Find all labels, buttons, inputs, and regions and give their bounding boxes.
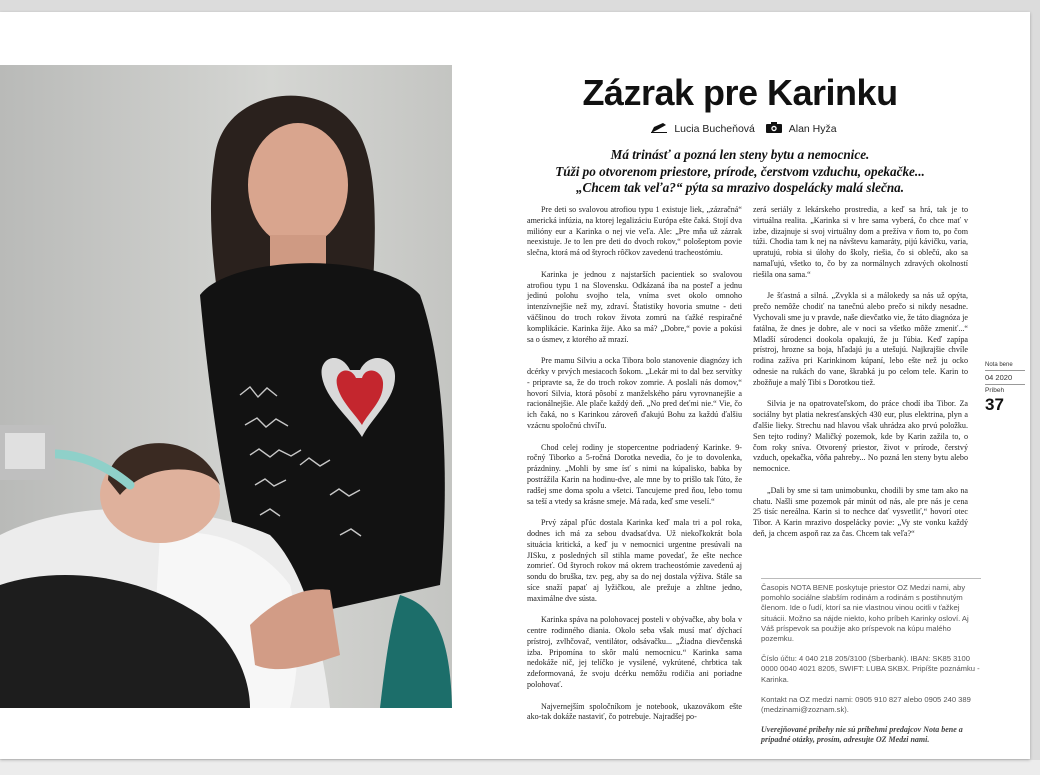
paragraph: Je šťastná a silná. „Zvykla si a málokedy sa nás už opýta, prečo nemôže chodiť na tanečnú alebo prečo si nikdy nesadne. Vychovali sme ju v pravde, naše dievčatko vie, že táto diagnóza je fatálna, že dnes je dobre, ale v noci sa všetko môže zmeniť...“ Mladší súrodenci dookola opakujú, že ju ľúbia. Keď zapípa prístroj, hrozne sa boja, hľadajú ju a utešujú. Najkrajšie chvíle rodina zažíva pri Karinkinom kúpaní, lebo ešte než ju ocko odnesie na rukách do vane, škrabká ju po celom tele. Karin to zbožňuje a malý Tibi s Dorotkou tiež. (753, 291, 968, 387)
paragraph: Silvia je na opatrovateľskom, do práce chodí iba Tibor. Za sociálny byt platia nekresťanských 430 eur, plus elektrina, plyn a ďalšie lieky. Strechu nad hlavou však uhrádza ako prvú položku. Sen tejto rodiny? Maličký pozemok, kde by Karin zažila to, o čom roky sníva. Otvorený priestor, život v prírode, čerstvý vzduch, opekačka, vôňa pahreby... No pozná len steny bytu alebo nemocnice. (753, 399, 968, 474)
article-title: Zázrak pre Karinku (582, 72, 898, 113)
camera-icon (766, 122, 782, 136)
lead-line: Túži po otvorenom priestore, prírode, čerstvom vzduchu, opekačke... (555, 163, 925, 179)
lead-line: Má trinásť a pozná len steny bytu a nemocnice. (610, 147, 870, 162)
issue-date: 04 2020 (985, 370, 1025, 385)
magazine-name: Nota bene (985, 362, 1013, 368)
magazine-page (0, 12, 1030, 759)
paragraph: Prvý zápal pľúc dostala Karinka keď mala tri a pol roka, dodnes ich má za sebou dvadsaťdva. Už niekoľkokrát bola situácia kritická, a keď ju v nemocnici urgentne presúvali na JISku, z posledných síl stihla mame povedať, že ešte nechce zomrieť. Od štyroch rokov má okrem tracheostómie zavedenú aj sondu do bruška, tzv. peg, aby sa do nej dostala výživa. Stále sa síce snaží papať aj lyžičkou, ale prežuje a zhltne jedno, maximálne dve sústa. (527, 518, 742, 603)
lead-line: „Chcem tak veľa?“ pýta sa mrazivo dospelácky malá slečna. (575, 180, 905, 195)
paragraph: „Dali by sme si tam unimobunku, chodili by sme tam ako na chatu. Našli sme pozemok pár minút od nás, ale pre nás je cena 25 tisíc nereálna. Karin si to nechce dať vysvetliť,“ hovorí otec Tibor. A Karin mrazivo dospelácky povie: „Vy ste vonku každý deň, ja chcem aspoň raz za čas. Chcem tak veľa?“ (753, 485, 968, 538)
credits (470, 122, 1010, 136)
paragraph: Pre deti so svalovou atrofiou typu 1 existuje liek, „zázračná“ americká infúzia, na ktorej legalizáciu Európa ešte čaká. Stojí dva milióny eur a Karinka o nej vie veľa. Ale: „Pre mňa už zázrak neexistuje. Je to len pre deti do dvoch rokov,“ pološeptom povie slečna, ktorá má od štyroch rôčkov zavedenú tracheostómiu. (527, 205, 742, 258)
page-number: 37 (985, 395, 1004, 414)
pen-icon (651, 123, 667, 136)
bank-details: Číslo účtu: 4 040 218 205/3100 (Sberbank). IBAN: SK85 3100 0000 0040 4021 8205, SWIFT: LUBA SKBX. Pripíšte poznámku - Karinka. (761, 654, 980, 684)
background-strip (0, 760, 1040, 775)
body-column-1 (527, 205, 742, 734)
article-lead (530, 147, 950, 197)
paragraph: Chod celej rodiny je stopercentne podriadený Karinke. 9-ročný Tiborko a 5-ročná Dorotka nevedia, čo je to dovolenka, prázdniny. „Mohli by sme ísť s nimi na kúpalisko, babka by postrážila Karin na hodinu-dve, ale mne by to prišlo tak ľúto, že radšej sme doma spolu a všetci. Tancujeme pred ňou, lebo tomu sa teší a vtedy sa krásne smeje. Má rada, keď sme veselí.“ (527, 442, 742, 506)
info-paragraph: Časopis NOTA BENE poskytuje priestor OZ Medzi nami, aby pomohlo sociálne slabším rodinám a rodinám s postihnutým členom. Ide o ľudí, ktorí sa nie vlastnou vinou ocitli v ťažkej situácii. Možno sa nájde niekto, koho príbeh Karinky osloví. Aj Váš príspevok sa použije ako príspevok na kúpu malého pozemku. (761, 583, 969, 644)
article-photo (0, 65, 452, 708)
paragraph: Najvernejším spoločníkom je notebook, ukazovákom ešte ako-tak dokáže nastaviť, čo potrebuje. Najradšej po- (527, 701, 742, 722)
contact-details: Kontakt na OZ medzi nami: 0905 910 827 alebo 0905 240 389 (medzinami@zoznam.sk). (761, 694, 971, 715)
page-folio (985, 362, 1025, 415)
disclaimer-note: Uverejňované príbehy nie sú príbehmi predajcov Nota bene a prípadné otázky, prosím, adresujte OZ Medzi nami. (761, 725, 963, 745)
body-column-2 (753, 205, 968, 551)
paragraph: zerá seriály z lekárskeho prostredia, a keď sa hrá, tak je to virtuálna realita. „Karinka si v hre sama vyberá, čo chce mať v izbe, dizajnuje si svoj virtuálny dom a prežíva v ňom to, po čom túži. Chodia tam k nej na návštevu kamaráty, pijú kávičku, varia, upratujú, robia si úlohy do školy, riešia, čo si oblečú, ako sa namaľujú, všetko to, čo by za normálnych zdravých okolností riešila ona sama.“ (753, 205, 968, 279)
author-name: Lucia Bucheňová (674, 123, 755, 135)
paragraph: Pre mamu Silviu a ocka Tibora bolo stanovenie diagnózy ich dcérky v prvých mesiacoch šokom. „Lekár mi to dal bez servítky - pripravte sa, že do troch rokov zomrie. A poslali nás domov,“ hovorí Silvia, ktorá pôsobí z manželského páru vyrovnanejšie a racionálnejšie. Ale plače každý deň. „No pred deťmi nie.“ Vie, čo ich čaká, no s Karinkou zároveň ďakujú Bohu za každú ďalšiu vzácnu spoločnú chvíľu. (527, 356, 742, 430)
paragraph: Karinka spáva na polohovacej posteli v obývačke, aby bola v centre rodinného diania. Okolo seba však musí mať dýchací prístroj, zvlhčovač, ventilátor, odsávačku... „Žiadna dievčenská izba. Pripomína to skôr malú nemocnicu.“ Karinka sama nedokáže nič, jej telíčko je vysilené, vykrútené, chrbtica tak zdeformovaná, že svoju dcérku nemôžu rodičia ani poriadne polohovať. (527, 615, 742, 690)
info-box (761, 583, 981, 756)
photographer-name: Alan Hyža (788, 123, 837, 135)
paragraph: Karinka je jednou z najstarších pacientiek so svalovou atrofiou typu 1 na Slovensku. Odkázaná iba na posteľ a jednu jedinú polohu svojho tela, vníma svet okolo omnoho intenzívnejšie než my, zdraví. Štatistiky hovoria smutne - deti väčšinou do troch rokov života zomrú na ťažké respiračné komplikácie. Karinka žije. Ako sa má? „Dobre,“ povie a pokúsi sa o úsmev, z ktorého až mrazí. (527, 269, 742, 344)
divider (761, 578, 981, 579)
section-name: Príbeh (985, 387, 1005, 394)
